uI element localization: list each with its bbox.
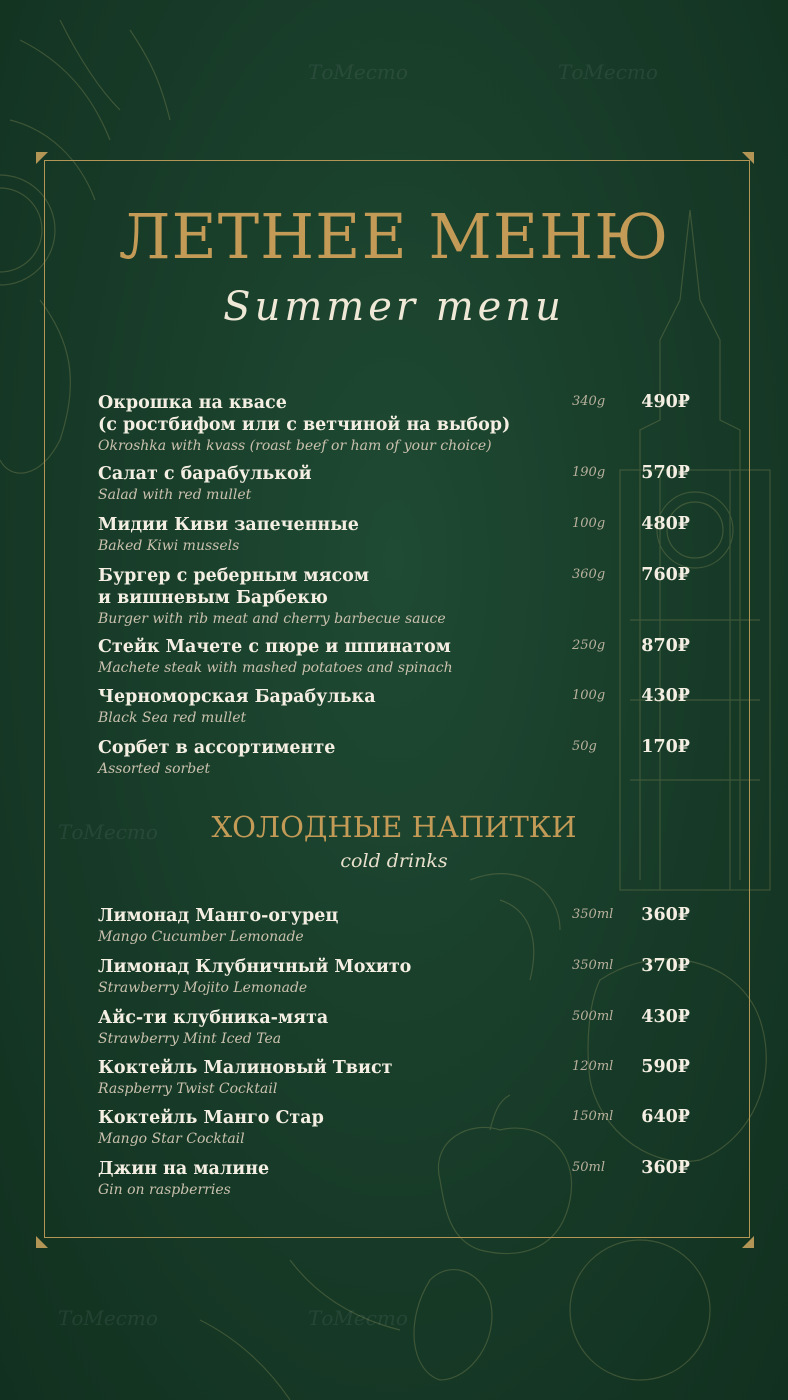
item-name: Лимонад Клубничный Мохито xyxy=(98,957,412,977)
drink-item xyxy=(98,1107,698,1149)
item-english-name: Assorted sorbet xyxy=(98,761,211,777)
menu-item xyxy=(98,686,698,728)
item-weight: 340g xyxy=(572,394,606,409)
drink-item xyxy=(98,956,698,998)
item-name: Айс-ти клубника-мята xyxy=(98,1008,329,1028)
menu-item xyxy=(98,463,698,505)
page-title: ЛЕТНЕЕ МЕНЮ xyxy=(118,200,670,273)
item-name: Салат с барабулькой xyxy=(98,464,312,484)
item-name: Коктейль Малиновый Твист xyxy=(98,1058,393,1078)
section-subtitle: cold drinks xyxy=(340,850,448,872)
item-english-name: Raspberry Twist Cocktail xyxy=(98,1081,278,1097)
item-weight: 360g xyxy=(572,567,606,582)
item-name: Лимонад Манго-огурец xyxy=(98,906,339,926)
drink-item xyxy=(98,1007,698,1049)
item-name: Мидии Киви запеченные xyxy=(98,515,359,535)
item-name: Стейк Мачете с пюре и шпинатом xyxy=(98,637,451,657)
item-english-name: Black Sea red mullet xyxy=(98,710,247,726)
watermark: ТоМесто xyxy=(558,60,658,84)
item-weight: 150ml xyxy=(572,1109,614,1124)
item-english-name: Mango Star Cocktail xyxy=(98,1131,245,1147)
item-weight: 350ml xyxy=(572,958,614,973)
watermark: ТоМесто xyxy=(58,1306,158,1330)
item-weight: 190g xyxy=(572,465,606,480)
item-name: Бургер с реберным мясом и вишневым Барбекю xyxy=(98,566,370,608)
item-english-name: Burger with rib meat and cherry barbecue sauce xyxy=(98,611,446,627)
item-weight: 350ml xyxy=(572,907,614,922)
item-english-name: Strawberry Mint Iced Tea xyxy=(98,1031,282,1047)
watermark: ТоМесто xyxy=(308,1306,408,1330)
item-price: 360₽ xyxy=(641,905,690,925)
item-english-name: Gin on raspberries xyxy=(98,1182,231,1198)
item-price: 360₽ xyxy=(641,1158,690,1178)
item-name: Черноморская Барабулька xyxy=(98,687,376,707)
item-weight: 120ml xyxy=(572,1059,614,1074)
item-price: 430₽ xyxy=(641,1007,690,1027)
item-english-name: Salad with red mullet xyxy=(98,487,252,503)
item-price: 480₽ xyxy=(641,514,690,534)
item-weight: 500ml xyxy=(572,1009,614,1024)
item-price: 430₽ xyxy=(641,686,690,706)
item-price: 760₽ xyxy=(641,565,690,585)
frame-corner xyxy=(742,1236,754,1248)
item-price: 170₽ xyxy=(641,737,690,757)
item-english-name: Okroshka with kvass (roast beef or ham of your choice) xyxy=(98,438,492,454)
item-english-name: Baked Kiwi mussels xyxy=(98,538,240,554)
item-price: 870₽ xyxy=(641,636,690,656)
frame-corner xyxy=(742,152,754,164)
item-weight: 50ml xyxy=(572,1160,606,1175)
item-english-name: Strawberry Mojito Lemonade xyxy=(98,980,308,996)
item-price: 640₽ xyxy=(641,1107,690,1127)
item-english-name: Mango Cucumber Lemonade xyxy=(98,929,304,945)
section-title: ХОЛОДНЫЕ НАПИТКИ xyxy=(211,810,577,844)
item-name: Джин на малине xyxy=(98,1159,270,1179)
item-weight: 250g xyxy=(572,638,606,653)
watermark: ТоМесто xyxy=(308,60,408,84)
drink-item xyxy=(98,1158,698,1200)
menu-item xyxy=(98,636,698,678)
item-weight: 100g xyxy=(572,688,606,703)
frame-corner xyxy=(36,152,48,164)
item-price: 570₽ xyxy=(641,463,690,483)
item-english-name: Machete steak with mashed potatoes and spinach xyxy=(98,660,453,676)
item-weight: 50g xyxy=(572,739,597,754)
menu-item xyxy=(98,737,698,779)
item-price: 370₽ xyxy=(641,956,690,976)
item-weight: 100g xyxy=(572,516,606,531)
menu-item xyxy=(98,565,698,629)
menu-item xyxy=(98,392,698,456)
watermark: ТоМесто xyxy=(58,820,158,844)
item-name: Коктейль Манго Стар xyxy=(98,1108,324,1128)
frame-corner xyxy=(36,1236,48,1248)
page-subtitle: Summer menu xyxy=(223,284,565,330)
menu-item xyxy=(98,514,698,556)
item-name: Сорбет в ассортименте xyxy=(98,738,336,758)
item-price: 590₽ xyxy=(641,1057,690,1077)
drink-item xyxy=(98,1057,698,1099)
drink-item xyxy=(98,905,698,947)
item-name: Окрошка на квасе (с ростбифом или с ветчиной на выбор) xyxy=(98,393,511,435)
item-price: 490₽ xyxy=(641,392,690,412)
